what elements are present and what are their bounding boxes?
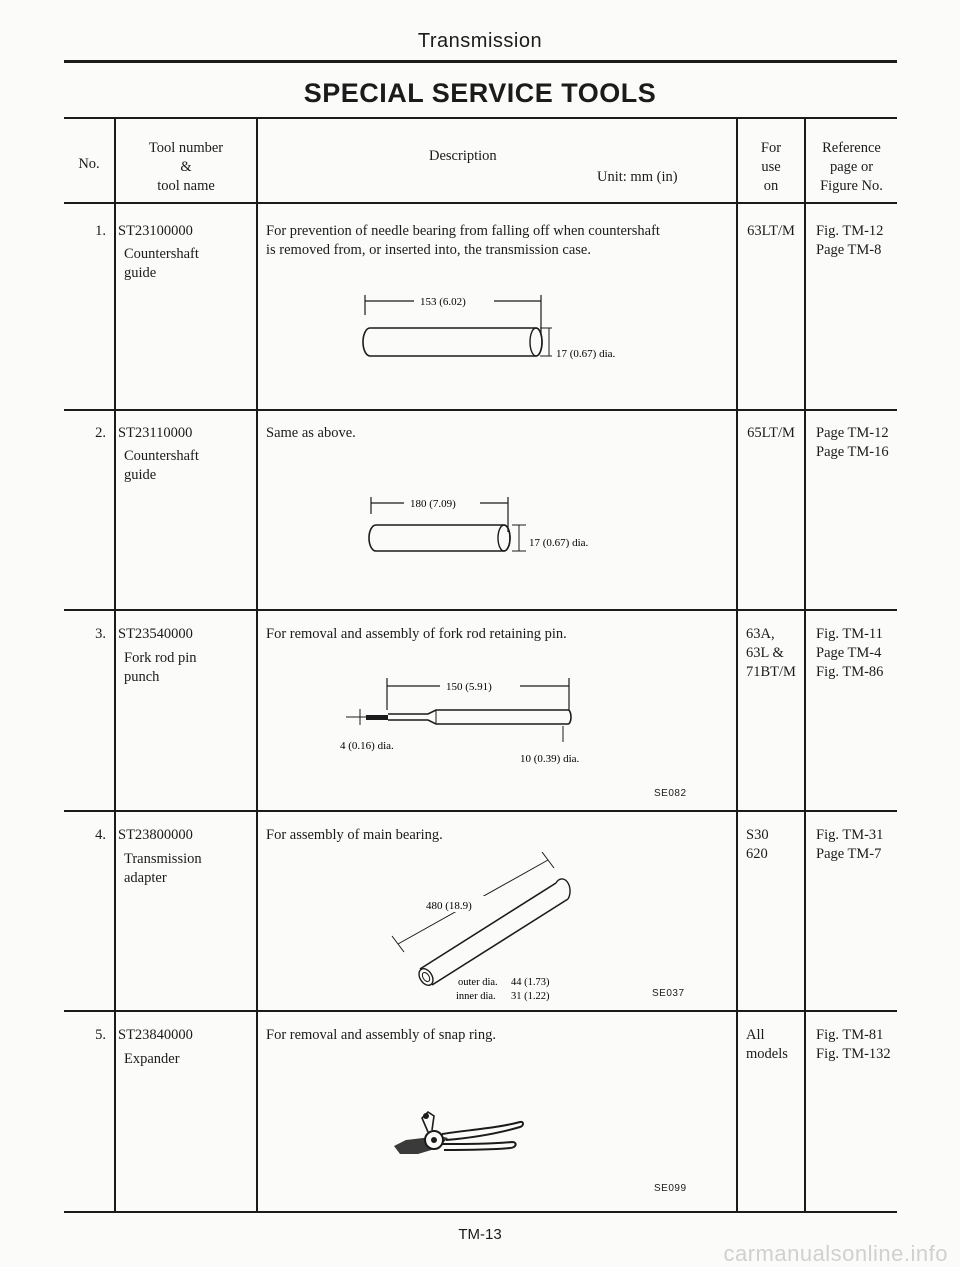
- unit-label: Unit: mm (in): [597, 169, 678, 185]
- for-use-line: All: [746, 1027, 765, 1043]
- row-number: 4.: [95, 827, 106, 843]
- shaft-end: [498, 525, 510, 551]
- reference-line: Fig. TM-12: [816, 223, 884, 239]
- for-use: [746, 1026, 788, 1064]
- tool-name-line: adapter: [124, 870, 167, 886]
- description: For removal and assembly of fork rod retaining pin.: [266, 626, 567, 642]
- page-number: TM-13: [458, 1226, 502, 1243]
- reference: [816, 222, 883, 260]
- tool-number: ST23100000: [118, 223, 193, 239]
- reference: [816, 625, 883, 682]
- length-label: 480 (18.9): [426, 900, 472, 912]
- inner-dia-label: inner dia.: [456, 991, 496, 1002]
- reference-line: Page TM-4: [816, 645, 882, 661]
- for-use-line: models: [746, 1046, 788, 1062]
- reference-line: Fig. TM-31: [816, 827, 884, 843]
- column-header-ref-line: Reference: [822, 140, 881, 156]
- reference: [816, 826, 883, 864]
- outer-dia-label: outer dia.: [458, 977, 498, 988]
- expander-handle: [442, 1142, 516, 1150]
- diameter-label: 17 (0.67) dia.: [529, 537, 589, 549]
- shaft-body: [369, 525, 510, 551]
- column-header-ref-line: page or: [829, 159, 874, 175]
- row-number: 3.: [95, 626, 106, 642]
- for-use-line: S30: [746, 827, 769, 843]
- tool-name-line: Fork rod pin: [124, 650, 197, 666]
- shaft-body: [363, 328, 542, 356]
- for-use-line: 620: [746, 846, 768, 862]
- tool-number: ST23110000: [118, 425, 193, 441]
- header-rule: [64, 60, 897, 63]
- expander-handle: [442, 1122, 523, 1140]
- tool-number: ST23540000: [118, 626, 193, 642]
- inner-dia-value: 31 (1.22): [511, 991, 550, 1002]
- column-header-for-use: [738, 139, 804, 196]
- tool-name: Expander: [124, 1051, 180, 1067]
- tip-diameter-label: 4 (0.16) dia.: [340, 740, 394, 752]
- for-use-line: 63A,: [746, 626, 775, 642]
- column-header-no: No.: [78, 156, 100, 172]
- table-bottom-rule: [64, 1211, 897, 1213]
- column-header-ref-line: Figure No.: [820, 178, 883, 194]
- tool-name: [124, 245, 199, 283]
- for-use: 65LT/M: [747, 425, 795, 441]
- column-divider: [114, 117, 116, 1213]
- countershaft-guide-drawing: [356, 290, 676, 370]
- column-divider: [736, 117, 738, 1213]
- table-top-rule: [64, 117, 897, 119]
- screw-head: [423, 1113, 429, 1119]
- punch-tip: [366, 715, 388, 720]
- for-use-line: 63L &: [746, 645, 784, 661]
- row-divider: [64, 810, 897, 812]
- transmission-adapter-drawing: [390, 852, 710, 1002]
- reference-line: Fig. TM-81: [816, 1027, 884, 1043]
- outer-dia-value: 44 (1.73): [511, 977, 550, 988]
- page-title: SPECIAL SERVICE TOOLS: [303, 78, 657, 108]
- diameter-label: 17 (0.67) dia.: [556, 348, 616, 360]
- length-label: 180 (7.09): [410, 498, 456, 510]
- tube-edge: [420, 883, 556, 969]
- column-header-for-line: For: [760, 140, 782, 156]
- row-divider: [64, 1010, 897, 1012]
- column-header-reference: [806, 139, 897, 196]
- description-line: For prevention of needle bearing from falling off when countershaft: [266, 223, 660, 239]
- reference-line: Fig. TM-11: [816, 626, 883, 642]
- section-title: Transmission: [417, 30, 543, 52]
- dimension-tick: [392, 936, 404, 952]
- reference-line: Page TM-16: [816, 444, 889, 460]
- column-header-for-line: on: [763, 178, 779, 194]
- description: [266, 222, 660, 260]
- reference-line: Page TM-8: [816, 242, 882, 258]
- tool-name-line: guide: [124, 467, 157, 483]
- reference-line: Fig. TM-86: [816, 664, 884, 680]
- row-number: 2.: [95, 425, 106, 441]
- description: For removal and assembly of snap ring.: [266, 1027, 496, 1043]
- column-header-tool: [116, 139, 256, 196]
- reference-line: Page TM-12: [816, 425, 889, 441]
- length-label: 150 (5.91): [446, 681, 492, 693]
- fork-rod-pin-punch-drawing: [336, 672, 596, 767]
- length-label: 153 (6.02): [420, 296, 466, 308]
- row-divider: [64, 409, 897, 411]
- tool-name: [124, 850, 202, 888]
- punch-body: [388, 710, 571, 724]
- tool-name-line: guide: [124, 265, 157, 281]
- header-bottom-rule: [64, 202, 897, 204]
- shaft-end: [530, 328, 542, 356]
- reference-line: Page TM-7: [816, 846, 882, 862]
- reference-line: Fig. TM-132: [816, 1046, 891, 1062]
- watermark: carmanualsonline.info: [723, 1241, 948, 1266]
- tool-name-line: Transmission: [124, 851, 202, 867]
- description: Same as above.: [266, 425, 356, 441]
- figure-code: SE099: [654, 1183, 687, 1194]
- countershaft-guide-drawing: [362, 492, 682, 562]
- row-number: 1.: [95, 223, 106, 239]
- tool-name-line: punch: [124, 669, 160, 685]
- description-line: is removed from, or inserted into, the transmission case.: [266, 242, 591, 258]
- column-header-description: Description: [429, 148, 497, 164]
- column-header-tool-line: Tool number: [148, 140, 224, 156]
- for-use: [746, 625, 796, 682]
- dimension-tick: [542, 852, 554, 868]
- tube-end: [556, 879, 570, 899]
- for-use: [746, 826, 769, 864]
- tool-name: [124, 649, 197, 687]
- tool-number: ST23800000: [118, 827, 193, 843]
- column-header-tool-line: tool name: [157, 178, 215, 194]
- figure-code: SE082: [654, 788, 687, 799]
- description: For assembly of main bearing.: [266, 827, 443, 843]
- tool-name: [124, 447, 199, 485]
- snap-ring-expander-drawing: [388, 1110, 538, 1160]
- pivot-pin: [431, 1137, 437, 1143]
- reference: [816, 424, 889, 462]
- tool-name-line: Countershaft: [124, 246, 199, 262]
- row-number: 5.: [95, 1027, 106, 1043]
- tool-name-line: Countershaft: [124, 448, 199, 464]
- body-diameter-label: 10 (0.39) dia.: [520, 753, 580, 765]
- tool-number: ST23840000: [118, 1027, 193, 1043]
- for-use-line: 71BT/M: [746, 664, 796, 680]
- column-divider: [256, 117, 258, 1213]
- row-divider: [64, 609, 897, 611]
- for-use: 63LT/M: [747, 223, 795, 239]
- reference: [816, 1026, 891, 1064]
- column-header-tool-line: &: [180, 159, 192, 175]
- figure-code: SE037: [652, 988, 685, 999]
- column-divider: [804, 117, 806, 1213]
- column-header-for-line: use: [761, 159, 781, 175]
